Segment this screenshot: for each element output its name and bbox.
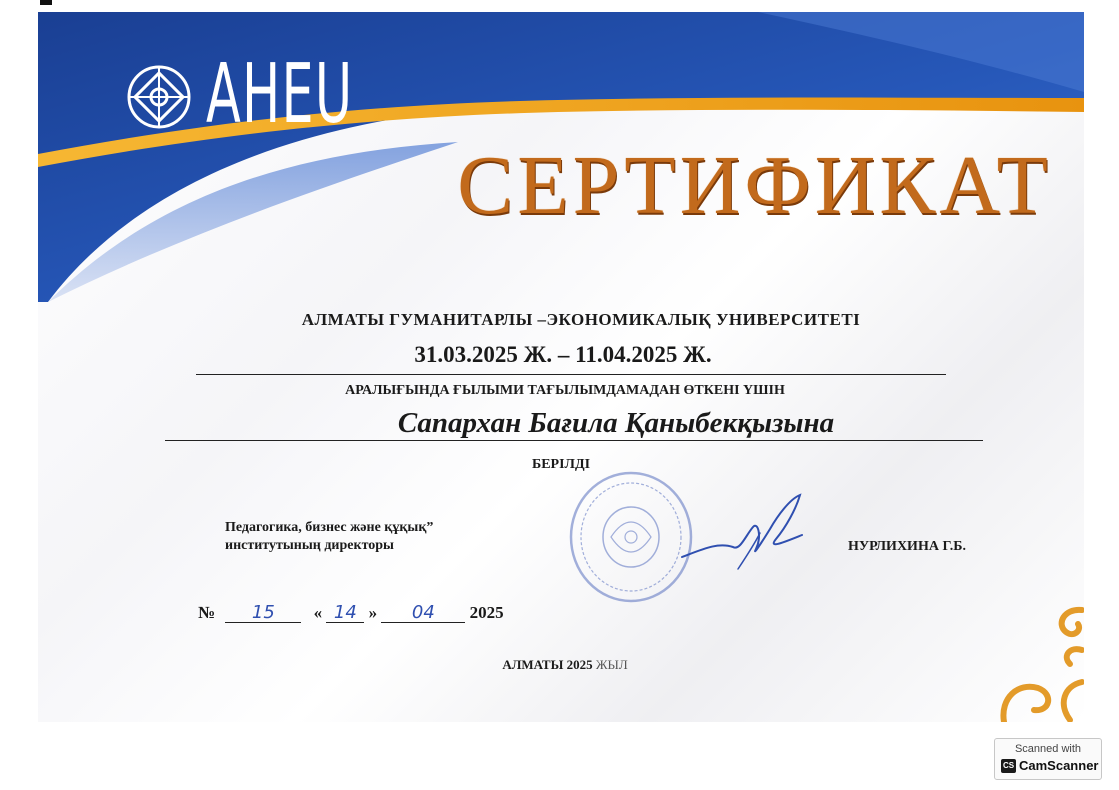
- dates-underline: [196, 374, 946, 375]
- issue-year: 2025: [469, 603, 504, 622]
- certificate-number: 15: [225, 604, 301, 623]
- certificate: [38, 12, 1084, 722]
- recipient-underline: [165, 440, 983, 441]
- registration-row: [198, 603, 504, 623]
- director-line-2: институтының директоры: [225, 538, 394, 553]
- university-name: АЛМАТЫ ГУМАНИТАРЛЫ –ЭКОНОМИКАЛЫҚ УНИВЕРСИТЕТІ: [301, 310, 861, 329]
- issue-month: 04: [381, 604, 465, 623]
- number-label: №: [198, 603, 216, 622]
- logo-wordmark: AHEU: [206, 47, 354, 142]
- certificate-title: СЕРТИФИКАТ: [457, 139, 1052, 232]
- quote-close: »: [368, 603, 378, 622]
- aheu-emblem-icon: [126, 64, 192, 130]
- director-title: [225, 519, 433, 555]
- signature-icon: [678, 487, 808, 582]
- city-year-suffix: ЖЫЛ: [595, 657, 628, 672]
- director-line-1: Педагогика, бизнес және құқық”: [225, 520, 434, 535]
- internship-dates: 31.03.2025 Ж. – 11.04.2025 Ж.: [414, 342, 712, 367]
- quote-open: «: [313, 603, 323, 622]
- issue-day: 14: [326, 604, 364, 623]
- city-year: АЛМАТЫ 2025: [502, 657, 593, 672]
- given-label: БЕРІЛДІ: [531, 457, 591, 472]
- camscanner-name: CamScanner: [1019, 758, 1099, 773]
- scanned-with-label: Scanned with: [1014, 743, 1082, 755]
- purpose-text: АРАЛЫҒЫНДА ҒЫЛЫМИ ТАҒЫЛЫМДАМАДАН ӨТКЕНІ ҮШІН: [345, 383, 785, 398]
- city-year-line: [38, 657, 1084, 673]
- official-seal-icon: [566, 467, 696, 607]
- gold-ornament-icon: [974, 602, 1084, 722]
- scan-corner-mark: [40, 0, 52, 5]
- camscanner-logo-icon: CS: [1001, 759, 1016, 773]
- recipient-name: Сапархан Бағила Қаныбекқызына: [397, 407, 835, 439]
- camscanner-badge: [994, 738, 1102, 780]
- signatory-name: НУРЛИХИНА Г.Б.: [848, 539, 967, 554]
